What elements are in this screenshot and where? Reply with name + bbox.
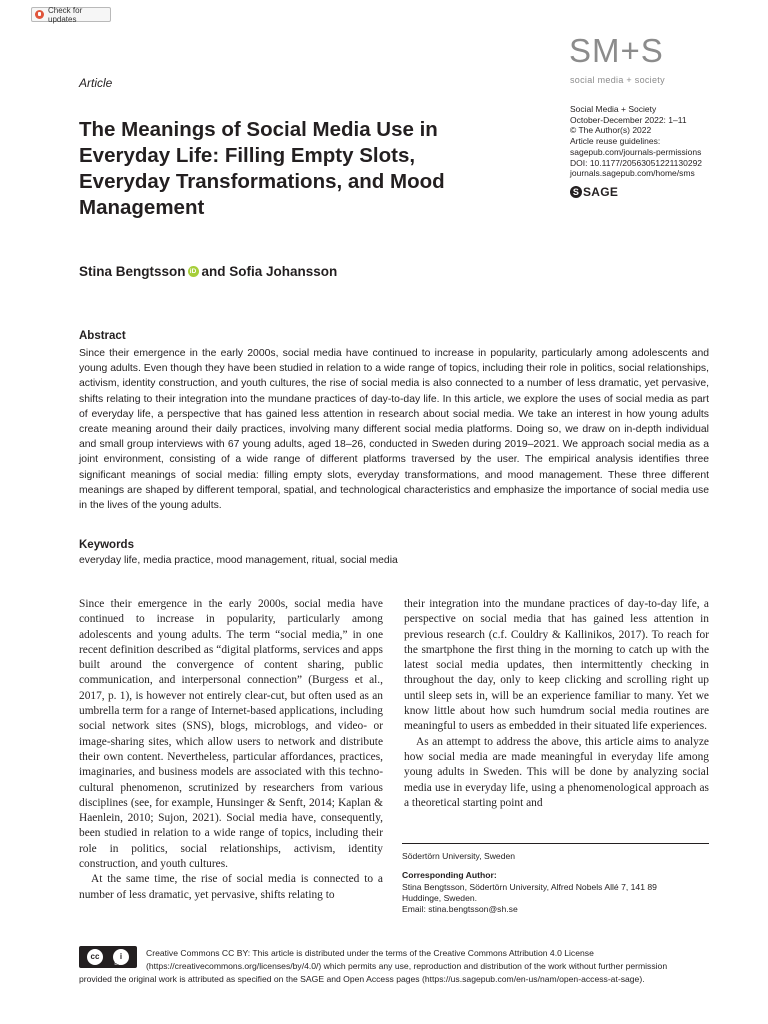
body-paragraph: Since their emergence in the early 2000s, social media have continued to increase in popularity, particularly among adolescents and young adults. The term “social media,” in one recent definition described as “digital platforms, services and apps built around the convergence of content sharing, public communication, and interpersonal connection” (Burgess et al., 2017, p. 1), is however not entirely clear-cut, but often used as an umbrella term for a range of Internet-based applications, including social network sites (SNS), blogs, microblogs, and video- or image-sharing sites, which allow users to network and distribute their own content. Nevertheless, particular affordances, practices, imaginaries, and business models are associated with this techno-cultural phenomenon, scrutinized by researchers from various disciplines (see, for example, Hunsinger & Senft, 2014; Kaplan & Haenlein, 2010; Sujon, 2021). Social media have, consequently, been studied in relation to a wide range of topics, including their role in politics, social relationships, activism, identity construction, and youth cultures.	[79, 598, 383, 871]
publication-meta	[570, 104, 702, 179]
attribution-icon: i	[113, 949, 129, 965]
check-for-updates-label: Check for updates	[48, 5, 83, 24]
sage-mark-icon: S	[570, 186, 582, 198]
author-line	[79, 264, 337, 279]
article-type-label: Article	[79, 76, 113, 90]
doi[interactable]: DOI: 10.1177/20563051221130292	[570, 157, 703, 168]
author-rest: and Sofia Johansson	[201, 264, 338, 279]
reuse-guidelines-link[interactable]: sagepub.com/journals-permissions	[570, 146, 702, 157]
bookmark-icon	[35, 10, 44, 19]
creative-commons-icon: cc	[87, 949, 103, 965]
by-label: BY	[114, 961, 121, 967]
keywords-text: everyday life, media practice, mood management, ritual, social media	[79, 555, 398, 566]
orcid-icon[interactable]: iD	[188, 266, 199, 277]
issue-info: October-December 2022: 1–11	[570, 114, 687, 125]
affiliation: Södertörn University, Sweden	[402, 851, 516, 861]
corresponding-author-heading: Corresponding Author:	[402, 870, 497, 880]
journal-logo: SM+S	[569, 32, 664, 69]
footnote-divider	[402, 843, 709, 844]
copyright: © The Author(s) 2022	[570, 125, 652, 136]
abstract-text: Since their emergence in the early 2000s, social media have continued to increase in popularity, particularly among adolescents and young adults. Even though they have been studied in relation to a wide range of topics, including their role in politics, social relationships, activism, identity construction, and youth cultures, the rise of social media is also connected to a number of less dramatic, yet pervasive, shifts relating to their integration into the mundane practices of day-to-day life. In this article, we explore the uses of social media as part of everyday life, a perspective that has gained less attention in research about social media. We take an interest in how young adults create meaning around their daily practices, involving many different social media platforms. Doing so, we draw on in-depth individual and small group interviews with 67 young adults, aged 18–26, conducted in Sweden during 2019–2021. We approach social media as a joint environment, consisting of a wide range of different platforms traversed by the user. The empirical analysis identifies three significant meanings of social media: filling empty slots, everyday transformations, and mood management. These three different meanings are shaped by different temporal, spatial, and technological characteristics and emphasize the importance of social media use in the lives of the young adults.	[79, 348, 709, 512]
license-text-line: (https://creativecommons.org/licenses/by/4.0/) which permits any use, reproduction and distribution of the work without further permission	[146, 961, 668, 971]
sage-wordmark: SAGE	[583, 185, 619, 199]
body-paragraph: As an attempt to address the above, this article aims to analyze how social media are made meaningful in everyday life among young adults in Sweden. This will be done by analyzing social media use in everyday life, using a phenomenological approach as a theoretical starting point and	[404, 735, 709, 809]
check-for-updates-button[interactable]	[31, 7, 111, 22]
license-text-line: provided the original work is attributed as specified on the SAGE and Open Access pages (https://us.sagepub.com/en-us/nam/open-access-at-sage).	[79, 974, 645, 984]
corresponding-address-line: Stina Bengtsson, Södertörn University, Alfred Nobels Allé 7, 141 89	[402, 882, 657, 892]
body-column-left	[79, 597, 383, 903]
corresponding-author-details	[402, 882, 657, 915]
article-title: The Meanings of Social Media Use in Everyday Life: Filling Empty Slots, Everyday Transformations, and Mood Management	[79, 118, 445, 219]
cc-by-license-badge[interactable]	[79, 946, 137, 968]
journal-name: Social Media + Society	[570, 104, 657, 114]
journal-url[interactable]: journals.sagepub.com/home/sms	[570, 168, 695, 179]
author-first: Stina Bengtsson	[79, 264, 186, 279]
license-text-line: Creative Commons CC BY: This article is distributed under the terms of the Creative Commons Attribution 4.0 License	[146, 948, 594, 958]
reuse-guidelines-label: Article reuse guidelines:	[570, 136, 661, 147]
body-column-right	[404, 597, 709, 811]
keywords-heading: Keywords	[79, 539, 134, 551]
journal-logo-subtitle: social media + society	[570, 75, 665, 85]
corresponding-email[interactable]: Email: stina.bengtsson@sh.se	[402, 904, 518, 914]
corresponding-address-line: Huddinge, Sweden.	[402, 893, 478, 903]
body-paragraph: At the same time, the rise of social media is connected to a number of less dramatic, yet pervasive, shifts relating to	[79, 873, 383, 901]
sage-logo	[570, 185, 618, 199]
body-paragraph: their integration into the mundane practices of day-to-day life, a perspective on social media that has gained less attention in previous research (c.f. Couldry & Kallinikos, 2017). To reach for the smartphone the first thing in the morning to catch up with the latest social media updates, then intermittently checking in throughout the day, only to keep clicking and scrolling right up until sleep sets in, will be an experience familiar to many. Yet we know little about how such humdrum social media routines are meaningful to users as embedded in their situated life experiences.	[404, 598, 709, 733]
abstract-heading: Abstract	[79, 330, 126, 342]
